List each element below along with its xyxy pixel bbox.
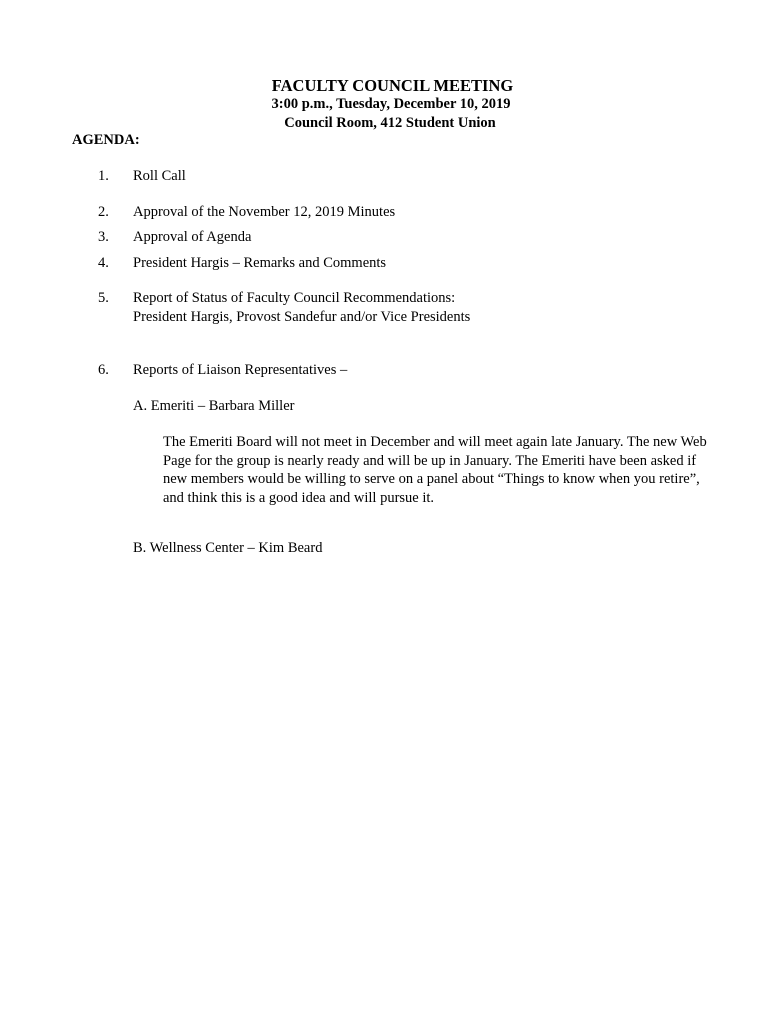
agenda-item-text: Approval of the November 12, 2019 Minutes [133,204,396,220]
agenda-item-number: 2. [98,204,109,220]
agenda-item-text: President Hargis – Remarks and Comments [133,255,387,271]
agenda-label: AGENDA: [72,132,140,148]
agenda-item-number: 6. [98,362,109,378]
agenda-item-number: 1. [98,168,109,184]
meeting-location: Council Room, 412 Student Union [284,115,496,131]
agenda-item-text: Roll Call [133,168,186,184]
liaison-wellness-heading: B. Wellness Center – Kim Beard [133,540,323,556]
liaison-emeriti-report: The Emeriti Board will not meet in December and will meet again late January. The new Web Page for the group is nearly ready and will be up in January. The Emeriti have been asked if new members would be willing to serve on a panel about “Things to know when you retire”, and think this is a good idea and will pursue it. [163,434,707,506]
agenda-item-text: Approval of Agenda [133,229,252,245]
agenda-item-number: 5. [98,290,109,306]
meeting-title: FACULTY COUNCIL MEETING [271,76,514,95]
meeting-datetime: 3:00 p.m., Tuesday, December 10, 2019 [271,96,511,112]
agenda-item-number: 3. [98,229,109,245]
agenda-item-text: Reports of Liaison Representatives – [133,362,348,378]
agenda-item-number: 4. [98,255,109,271]
agenda-item-text: Report of Status of Faculty Council Recommendations: [133,290,456,306]
agenda-item-text-continued: President Hargis, Provost Sandefur and/or Vice Presidents [133,309,471,325]
liaison-emeriti-heading: A. Emeriti – Barbara Miller [133,398,295,414]
